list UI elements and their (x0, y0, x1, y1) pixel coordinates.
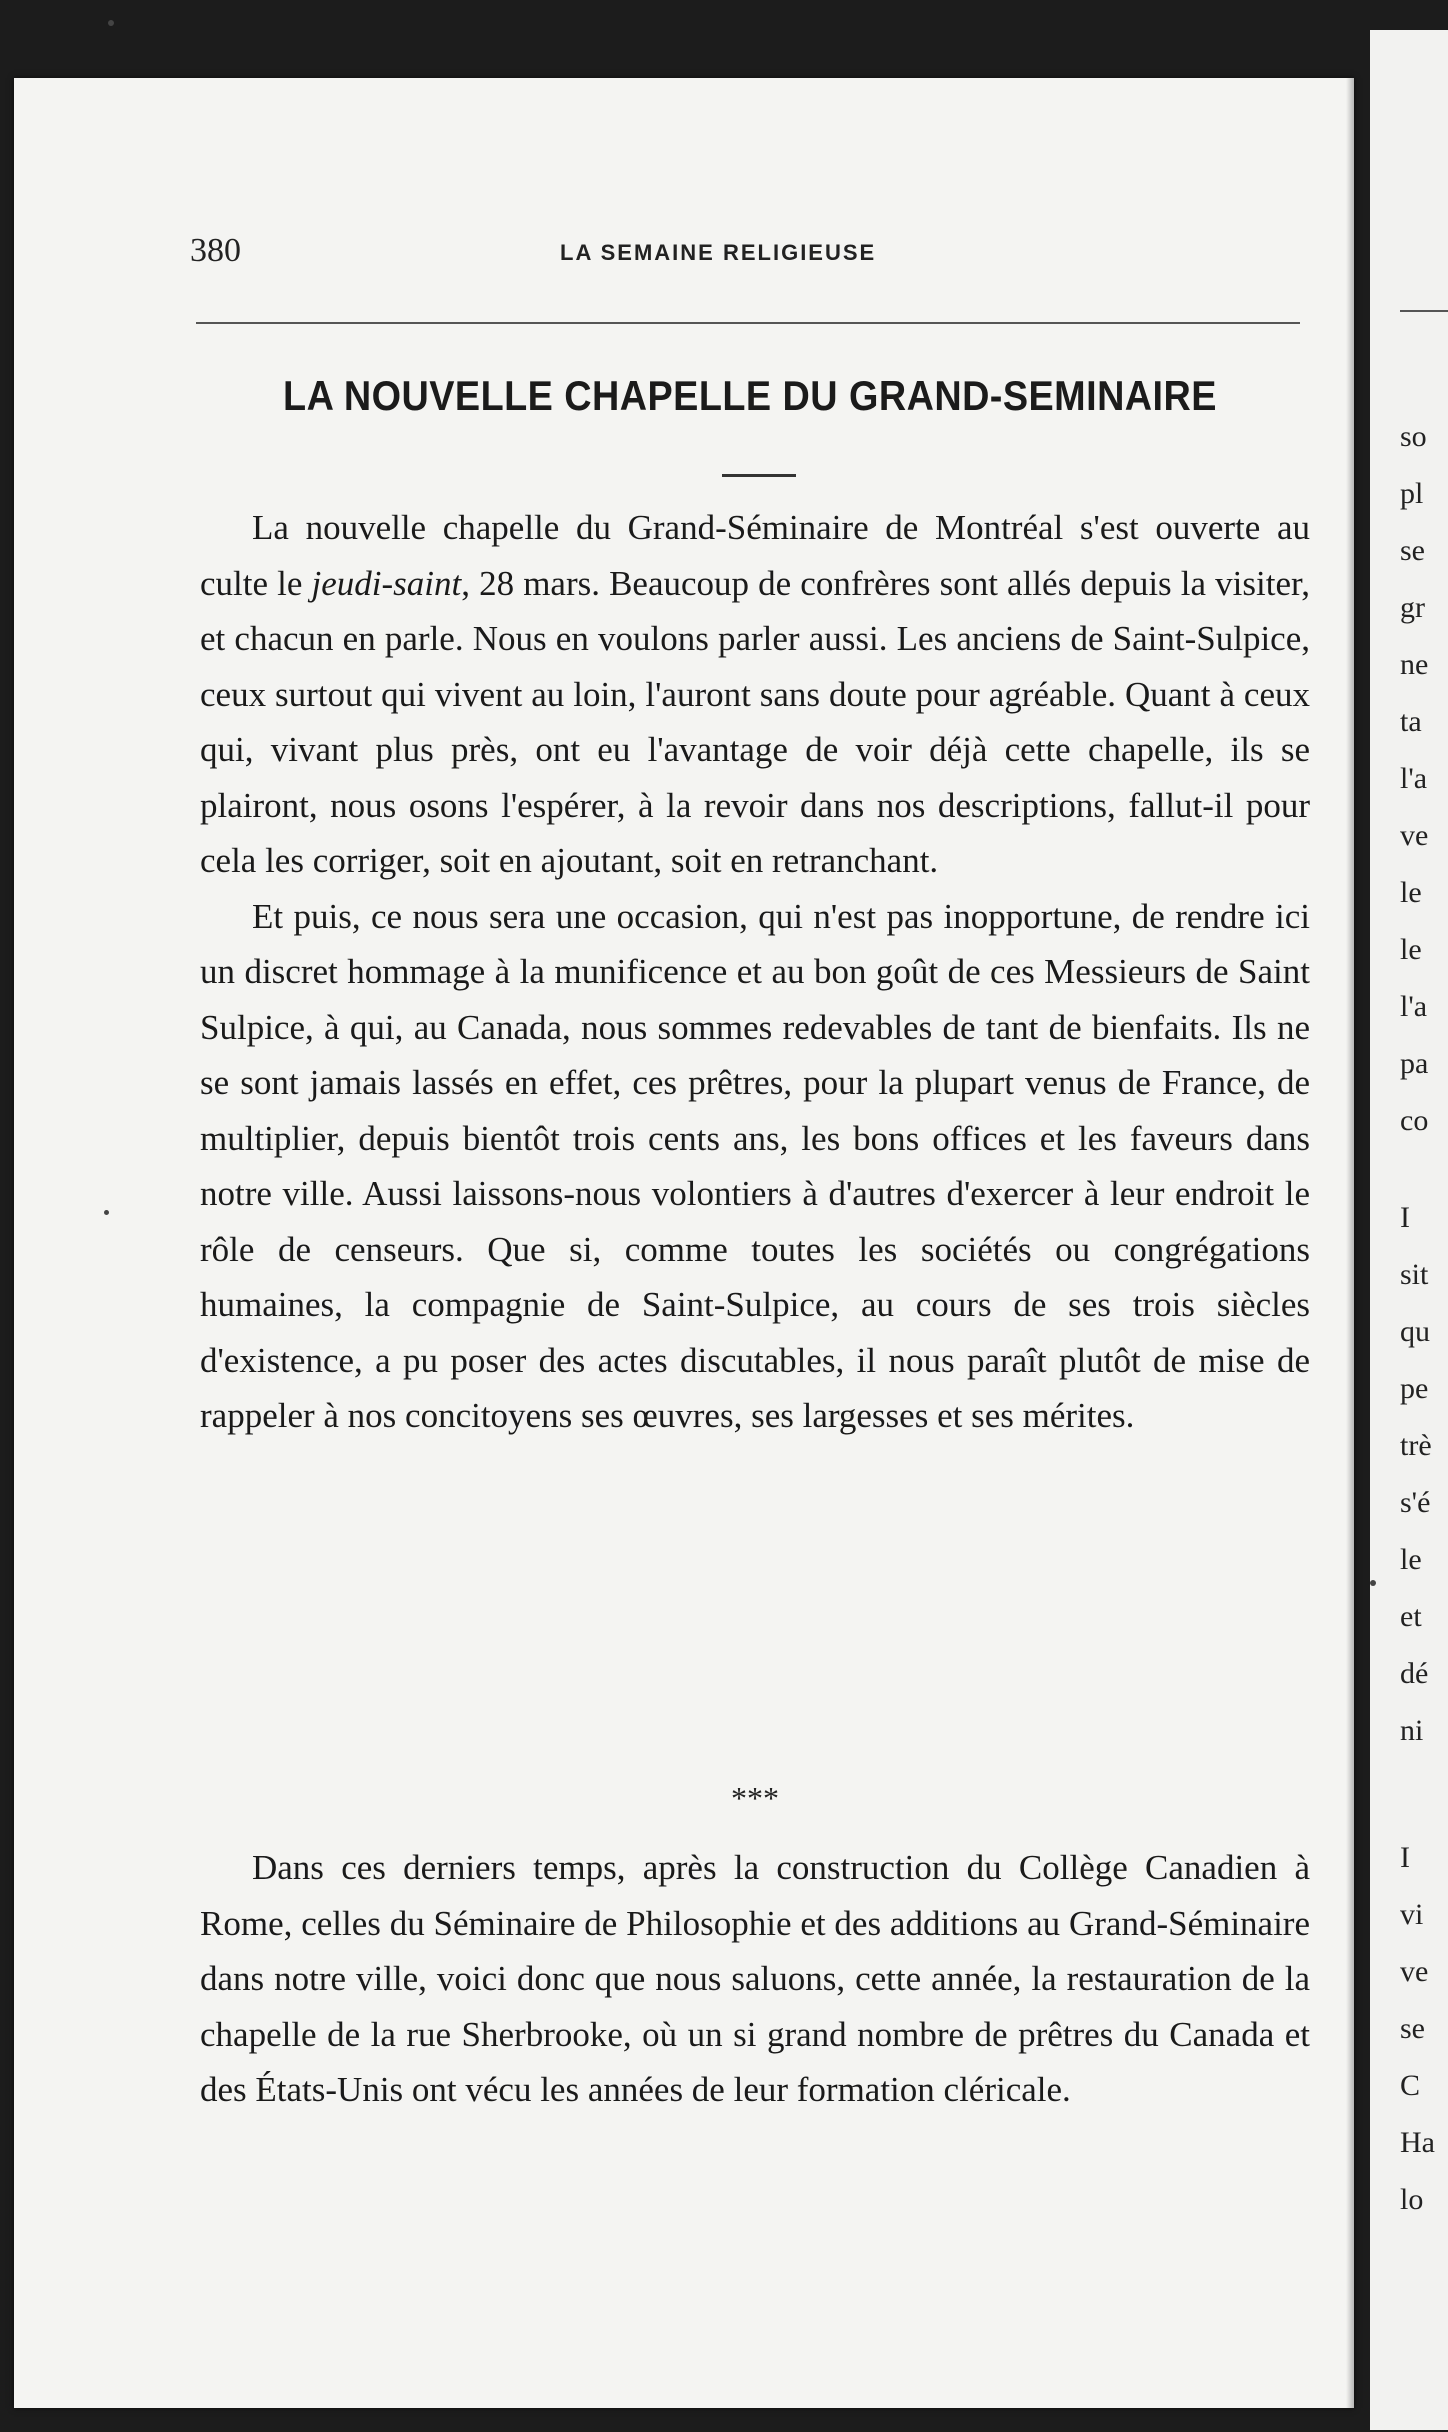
adjacent-page-fragment: co (1400, 1104, 1429, 1137)
adjacent-page-fragment: qu (1400, 1315, 1430, 1348)
adjacent-page-fragment: le (1400, 876, 1422, 909)
adjacent-page-fragment: ve (1400, 819, 1429, 852)
paragraph-3: Dans ces derniers temps, après la construction du Collège Canadien à Rome, celles du Séminaire de Philosophie et des additions au Grand-Séminaire dans notre ville, voici donc que nous saluons, cette année, la restauration de la chapelle de la rue Sherbrooke, où un si grand nombre de prêtres du Canada et des États-Unis ont vécu les années de leur formation cléricale. (200, 1848, 1310, 2109)
adjacent-page-fragment: dé (1400, 1657, 1429, 1690)
adjacent-page-fragment: trè (1400, 1429, 1432, 1462)
adjacent-page-fragment: le (1400, 1543, 1422, 1576)
adjacent-page-fragment: ta (1400, 705, 1422, 738)
adjacent-page-fragment: I (1400, 1841, 1410, 1874)
adjacent-page-fragment: so (1400, 420, 1427, 453)
adjacent-page-fragment: Ha (1400, 2126, 1435, 2159)
adjacent-page-fragment: l'a (1400, 990, 1428, 1023)
page-header (190, 232, 1300, 282)
adjacent-page-fragment: ni (1400, 1714, 1424, 1747)
paragraph-1: La nouvelle chapelle du Grand-Séminaire de Montréal s'est ouverte au culte le jeudi-saint, 28 mars. Beaucoup de confrères sont allés depuis la visiter, et chacun en parle. Nous en voulons parler aussi. Les anciens de Saint-Sulpice, ceux surtout qui vivent au loin, l'auront sans doute pour agréable. Quant à ceux qui, vivant plus près, ont eu l'avantage de voir déjà cette chapelle, ils se plairont, nous osons l'espérer, à la revoir dans nos descriptions, fallut-il pour cela les corriger, soit en ajoutant, soit en retranchant. (200, 508, 1310, 880)
article-title: LA NOUVELLE CHAPELLE DU GRAND-SEMINAIRE (283, 372, 1217, 419)
article-body-continued (200, 1840, 1310, 2118)
adjacent-page-fragment: vi (1400, 1898, 1424, 1931)
adjacent-page-fragment: I (1400, 1201, 1410, 1234)
adjacent-page-fragment: sit (1400, 1258, 1429, 1291)
adjacent-page-edge (1370, 30, 1448, 2430)
adjacent-page-fragment: pe (1400, 1372, 1429, 1405)
running-head: LA SEMAINE RELIGIEUSE (560, 240, 877, 265)
adjacent-page-rule (1400, 310, 1448, 312)
page-number: 380 (190, 232, 241, 269)
adjacent-page-fragment: pa (1400, 1047, 1429, 1080)
adjacent-page-fragment: pl (1400, 477, 1424, 510)
scan-speck (1370, 1580, 1376, 1586)
header-rule (196, 322, 1300, 324)
article-body (200, 500, 1310, 1444)
scan-speck (104, 1210, 109, 1215)
section-separator: *** (731, 1780, 779, 1816)
adjacent-page-fragment: ne (1400, 648, 1429, 681)
adjacent-page-fragment: l'a (1400, 762, 1428, 795)
adjacent-page-fragment: lo (1400, 2183, 1424, 2216)
adjacent-page-fragment: se (1400, 2012, 1425, 2045)
page-edge-shadow (1346, 78, 1354, 2408)
paragraph-2: Et puis, ce nous sera une occasion, qui n'est pas inopportune, de rendre ici un discret hommage à la munificence et au bon goût de ces Messieurs de Saint Sulpice, à qui, au Canada, nous sommes redevables de tant de bienfaits. Ils ne se sont jamais lassés en effet, ces prêtres, pour la plupart venus de France, de multiplier, depuis bientôt trois cents ans, les bons offices et les faveurs dans notre ville. Aussi laissons-nous volontiers à d'autres d'exercer à leur endroit le rôle de censeurs. Que si, comme toutes les sociétés ou congrégations humaines, la compagnie de Saint-Sulpice, au cours de ses trois siècles d'existence, a pu poser des actes discutables, il nous paraît plutôt de mise de rappeler à nos concitoyens ses œuvres, ses largesses et ses mérites. (200, 896, 1310, 1435)
scan-speck (108, 20, 114, 26)
adjacent-page-fragment: s'é (1400, 1486, 1431, 1519)
adjacent-page-fragment: gr (1400, 591, 1425, 624)
adjacent-page-fragment: et (1400, 1600, 1422, 1633)
italic-term: jeudi-saint (311, 563, 462, 603)
title-rule (722, 474, 796, 477)
adjacent-page-fragment: ve (1400, 1955, 1429, 1988)
adjacent-page-fragment: C (1400, 2069, 1421, 2102)
adjacent-page-fragment: le (1400, 933, 1422, 966)
adjacent-page-fragment: se (1400, 534, 1425, 567)
